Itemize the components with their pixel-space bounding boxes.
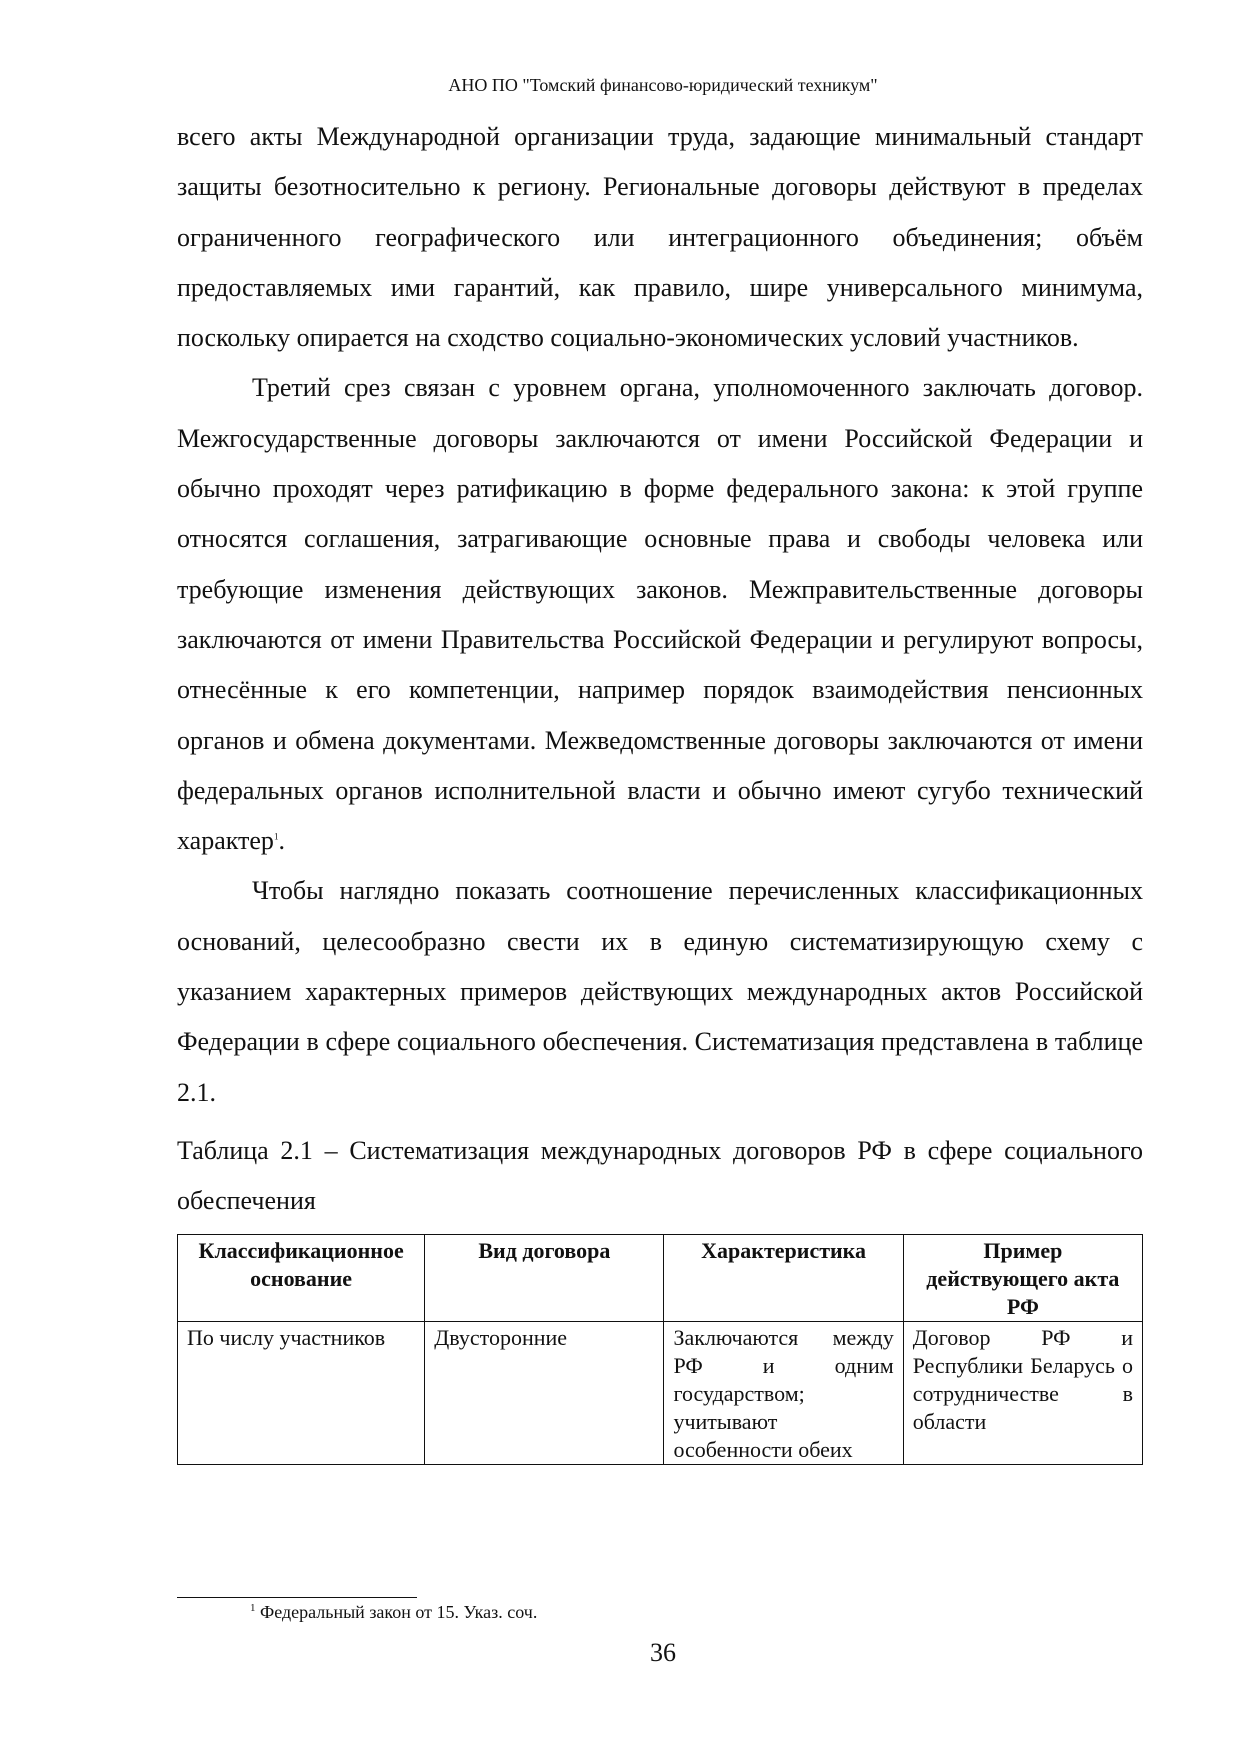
table-header-cell: Вид договора [425, 1234, 664, 1321]
table-cell: Заключаются между РФ и одним государством; учитывают особенности обеих [664, 1321, 903, 1464]
table-cell: Двусторонние [425, 1321, 664, 1464]
footnote [250, 1602, 537, 1623]
table-header-row [178, 1234, 1143, 1321]
table-row [178, 1321, 1143, 1464]
footnote-text: Федеральный закон от 15. Указ. соч. [260, 1602, 538, 1622]
page-content [177, 112, 1143, 1465]
table-header-cell: Характеристика [664, 1234, 903, 1321]
paragraph-2 [177, 363, 1143, 866]
paragraph-2-text: Третий срез связан с уровнем органа, уполномоченного заключать договор. Межгосударственные договоры заключаются от имени Российской Федерации и обычно проходят через ратификацию в форме федерального закона: к этой группе относятся соглашения, затрагивающие основные права и свободы человека или требующие изменения действующих законов. Межправительственные договоры заключаются от имени Правительства Российской Федерации и регулируют вопросы, отнесённые к его компетенции, например порядок взаимодействия пенсионных органов и обмена документами. Межведомственные договоры заключаются от имени федеральных органов исполнительной власти и обычно имеют сугубо технический характер [177, 373, 1143, 856]
paragraph-2-end: . [278, 826, 285, 856]
footnote-reference[interactable]: 1 [273, 831, 279, 842]
paragraph-1: всего акты Международной организации труда, задающие минимальный стандарт защиты безотносительно к региону. Региональные договоры действуют в пределах ограниченного географического или интеграционного объединения; объём предоставляемых ими гарантий, как правило, шире универсального минимума, поскольку опирается на сходство социально-экономических условий участников. [177, 122, 1143, 353]
footnote-separator [177, 1597, 417, 1598]
footnote-mark: 1 [250, 1602, 256, 1614]
document-header: АНО ПО "Томский финансово-юридический техникум" [448, 75, 878, 95]
page-number: 36 [650, 1638, 676, 1667]
paragraph-3: Чтобы наглядно показать соотношение перечисленных классификационных оснований, целесообразно свести их в единую систематизирующую схему с указанием характерных примеров действующих международных актов Российской Федерации в сфере социального обеспечения. Систематизация представлена в таблице 2.1. [177, 876, 1143, 1107]
table-header-cell: Пример действующего акта РФ [903, 1234, 1142, 1321]
classification-table [177, 1234, 1143, 1465]
table-caption: Таблица 2.1 – Систематизация международных договоров РФ в сфере социального обеспечения [177, 1135, 1143, 1215]
table-cell: Договор РФ и Республики Беларусь о сотрудничестве в области [903, 1321, 1142, 1464]
table-header-cell: Классификационное основание [178, 1234, 425, 1321]
table-cell: По числу участников [178, 1321, 425, 1464]
